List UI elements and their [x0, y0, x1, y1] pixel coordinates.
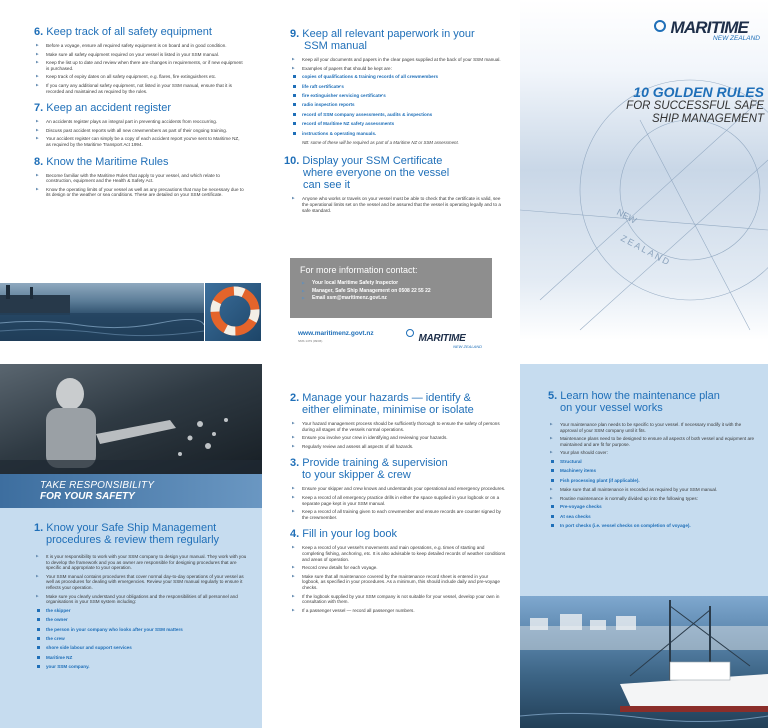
- section-8-heading: 8. Know the Maritime Rules: [34, 155, 169, 168]
- section-1-list: [34, 554, 248, 605]
- sub-item: copies of qualifications & training records of all crewmembers: [290, 74, 508, 79]
- sub-item: shore side labour and support services: [34, 645, 248, 650]
- footer-code: SMS 1479 (09/06): [298, 339, 323, 343]
- list-item: ▶ Your hazard management process should be sufficiently thorough to ensure the safety of persons during all stages of the vessels normal operations.: [290, 421, 506, 432]
- contact-item[interactable]: ▶ Email ssm@maritimenz.govt.nz: [300, 296, 482, 302]
- section-7-list: [34, 119, 244, 147]
- website-link[interactable]: www.maritimenz.govt.nz: [298, 330, 374, 337]
- sub-item: Fish processing plant (if applicable).: [548, 478, 758, 483]
- section-2-list: [290, 421, 506, 449]
- section-9-note: NB: some of these will be required as part of a Maritime NZ or SSM assessment.: [302, 140, 459, 146]
- fishing-worker-icon: [0, 364, 262, 482]
- list-item: ▶ Maintenance plans need to be designed to ensure all aspects of both vessel and equipment are maintained and are fit for purpose.: [548, 436, 758, 447]
- lifebuoy-icon: [205, 283, 261, 341]
- sub-item: the crew: [34, 636, 248, 641]
- sub-item: the person in your company who looks after your SSM matters: [34, 627, 248, 632]
- section-5-list: [548, 422, 758, 456]
- list-item: ▶ Before a voyage, ensure all required safety equipment is on board and in good condition.: [34, 43, 244, 49]
- fishing-boat-icon: [520, 596, 768, 728]
- panel-bottom-right: [520, 364, 768, 596]
- section-4-list: [290, 545, 506, 613]
- contact-box: [290, 258, 492, 318]
- section-6-list: [34, 43, 244, 94]
- cover-subtitle-2: SHIP MANAGEMENT: [651, 113, 764, 125]
- list-item: ▶ Keep track of expiry dates on all safety equipment, e.g. flares, fire extinguishers etc.: [34, 74, 244, 80]
- list-item: ▶ Keep the list up to date and review when there are changes in requirements, or if new equipment is purchased.: [34, 60, 244, 71]
- section-9-heading: 9. Keep all relevant paperwork in your SSM manual: [290, 28, 475, 52]
- list-item: ▶ Your maintenance plan needs to be specific to your vessel. If necessary modify it with the approval of your SSM company until it fits.: [548, 422, 758, 433]
- section-7: [34, 102, 244, 147]
- contact-list: [300, 281, 482, 302]
- list-item: ▶ Anyone who works or travels on your vessel must be able to check that the certificate is valid, see the operational limits set on the vessel and be assured that the vessel is operating legally and to a safe standard.: [290, 196, 508, 213]
- list-item: ▶ Become familiar with the Maritime Rules that apply to your vessel, and which relate to construction, equipment and the Health & Safety Act.: [34, 173, 244, 184]
- section-5-heading: 5. Learn how the maintenance plan on your vessel works: [548, 390, 720, 414]
- sub-item: the owner: [34, 617, 248, 622]
- list-item: ▶ Make sure you clearly understand your obligations and the responsibilities of all personnel and organisations in your SSM system including:: [34, 594, 248, 605]
- section-1-sublist: [34, 608, 248, 670]
- sub-item: Machinery items: [548, 468, 758, 473]
- logo-subtitle: NEW ZEALAND: [453, 344, 482, 349]
- sub-item: instructions & operating manuals.: [290, 131, 508, 136]
- sub-item: Pre-voyage checks: [548, 504, 758, 509]
- cover-title-block: [560, 84, 764, 126]
- section-8-list: [34, 173, 244, 198]
- section-6-heading: 6. Keep track of all safety equipment: [34, 26, 212, 38]
- list-item: ▶ Ensure you involve your crew in identifying and reviewing your hazards.: [290, 435, 506, 441]
- sub-item: Structural: [548, 459, 758, 464]
- chart-word-zealand: ZEALAND: [619, 232, 673, 268]
- sub-item: fire extinguisher servicing certificate's: [290, 93, 508, 98]
- take-line-2: FOR YOUR SAFETY: [40, 491, 135, 502]
- cover-logo: [654, 18, 766, 44]
- section-2-heading: 2. Manage your hazards — identify & either eliminate, minimise or isolate: [290, 392, 474, 416]
- chart-word-new: NEW: [615, 206, 639, 226]
- sub-item: At sea checks: [548, 514, 758, 519]
- list-item: ▶ Examples of papers that should be kept are:: [290, 66, 508, 72]
- section-4: [290, 528, 506, 613]
- list-item: ▶ Make sure that all maintenance covered by the maintenance record sheet is entered in your logbook, as specified in your procedures. As a minimum, this should include daily and pre-voyage checks.: [290, 574, 506, 591]
- section-10-list: [284, 196, 508, 213]
- list-item: ▶ If a passenger vessel — record all passenger numbers.: [290, 608, 506, 614]
- ship-silhouette-icon: [0, 283, 204, 341]
- list-item: ▶ Keep a record of all emergency practice drills in either the space supplied in your logbook or on a separate page kept in your SSM manual.: [290, 495, 506, 506]
- panel-bottom-middle: [262, 364, 520, 728]
- list-item: ▶ Routine maintenance is normally divided up into the following types:: [548, 496, 758, 502]
- lifebuoy-photo: [205, 283, 261, 341]
- list-item: ▶ Ensure your skipper and crew knows and understands your operational and emergency procedures.: [290, 486, 506, 492]
- cover-title: 10 GOLDEN RULES: [633, 84, 764, 100]
- contact-item: ▶ Manager, Safe Ship Management on 0508 22 55 22: [300, 289, 482, 295]
- take-line-1: TAKE RESPONSIBILITY: [40, 480, 155, 491]
- worker-photo: [0, 364, 262, 482]
- list-item: ▶ Make sure that all maintenance is recorded as required by your SSM manual.: [548, 487, 758, 493]
- list-item: ▶ Make sure all safety equipment required on your vessel is listed in your SSM manual.: [34, 52, 244, 58]
- panel-bottom-left: [0, 508, 262, 728]
- sub-item: life raft certificate's: [290, 84, 508, 89]
- nautical-chart-icon: [520, 0, 768, 340]
- contact-item: ▶ Your local Maritime Safety Inspector: [300, 281, 482, 287]
- list-item: ▶ Regularly review and assess all aspects of all hazards.: [290, 444, 506, 450]
- section-4-heading: 4. Fill in your log book: [290, 528, 398, 541]
- section-8: [34, 156, 244, 198]
- section-10: [284, 155, 508, 213]
- section-6: [34, 26, 244, 94]
- sub-item: radio inspection reports: [290, 102, 508, 107]
- list-item: ▶ Record crew details for each voyage.: [290, 565, 506, 571]
- section-5-sublist-2: [548, 504, 758, 528]
- list-item: ▶ Keep a record of your vessel's movements and main operations, e.g. times of starting and completing fishing, anchoring, etc. It is also advisable to keep detailed records of weather conditions and areas of operation.: [290, 545, 506, 562]
- section-10-heading: 10. Display your SSM Certificate where everyone on the vessel can see it: [284, 155, 450, 192]
- section-5-list-2: [548, 487, 758, 501]
- cover-subtitle-1: FOR SUCCESSFUL SAFE: [626, 100, 764, 112]
- take-responsibility-banner: [0, 474, 262, 508]
- section-1-heading: 1. Know your Safe Ship Management procedures & review them regularly: [34, 522, 220, 546]
- sub-item: the skipper: [34, 608, 248, 613]
- logo-wordmark: MARITIME: [670, 18, 749, 37]
- list-item: ▶ Keep a record of all training given to each crewmember and ensure records are counter signed by the crewmember.: [290, 509, 506, 520]
- logo-subtitle: NEW ZEALAND: [713, 35, 760, 42]
- section-3-list: [290, 486, 506, 520]
- list-item: ▶ Your accident register can simply be a copy of each accident report you've sent to Maritime NZ, as required by the Maritime Transport Act 1994.: [34, 136, 244, 147]
- section-9-list: [290, 57, 508, 71]
- list-item: ▶ If you carry any additional safety equipment, not listed in your SSM manual, ensure that it is recorded and maintained as required by the rules.: [34, 83, 244, 94]
- panel-top-left: [0, 0, 262, 282]
- section-9: [284, 28, 508, 145]
- sub-item: record of Maritime NZ safety assessments: [290, 121, 508, 126]
- harbour-photo: [520, 596, 768, 728]
- cover-background: [520, 0, 768, 340]
- section-2: [290, 392, 506, 449]
- sub-item: your SSM company.: [34, 664, 248, 669]
- list-item: ▶ Know the operating limits of your vessel as well as any precautions that may be necessary due to its design or the weather or sea conditions. These are detailed on your SSM certificate.: [34, 187, 244, 198]
- section-5-sublist: [548, 459, 758, 483]
- logo-wordmark: MARITIME: [418, 333, 466, 344]
- list-item: ▶ Your SSM manual contains procedures that cover normal day-to-day operations of your vessel as well as procedures for dealing with emergencies. Review your SSM manual regularly to ensure it reflects your operation.: [34, 574, 248, 591]
- sub-item: record of SSM company assessments, audits & inspections: [290, 112, 508, 117]
- logo-anchor-icon: [406, 329, 414, 337]
- list-item: ▶ An accidents register plays an integral part in preventing accidents from reoccurring.: [34, 119, 244, 125]
- list-item: ▶ Keep all your documents and papers in the clear pages supplied at the back of your SSM manual.: [290, 57, 508, 63]
- section-9-sublist: [290, 74, 508, 136]
- footer-logo: [406, 328, 486, 349]
- sub-item: In port checks (i.e. vessel checks on completion of voyage).: [548, 523, 758, 528]
- list-item: ▶ It is your responsibility to work with your SSM company to design your manual. They work with you to develop the framework and you as owner are responsible for designing procedures that are specific and appropriate to your operation.: [34, 554, 248, 571]
- sea-photo: [0, 283, 204, 341]
- sub-item: Maritime NZ: [34, 655, 248, 660]
- section-3-heading: 3. Provide training & supervision to your skipper & crew: [290, 457, 448, 482]
- section-3: [290, 457, 506, 520]
- list-item: ▶ Your plan should cover:: [548, 450, 758, 456]
- list-item: ▶ Discuss past accident reports with all new crewmembers as part of their ongoing training.: [34, 128, 244, 134]
- section-7-heading: 7. Keep an accident register: [34, 102, 171, 115]
- contact-title: For more information contact:: [300, 265, 418, 275]
- list-item: ▶ If the logbook supplied by your SSM company is not suitable for your vessel, develop your own in consultation with them.: [290, 594, 506, 605]
- logo-anchor-icon: [654, 20, 666, 32]
